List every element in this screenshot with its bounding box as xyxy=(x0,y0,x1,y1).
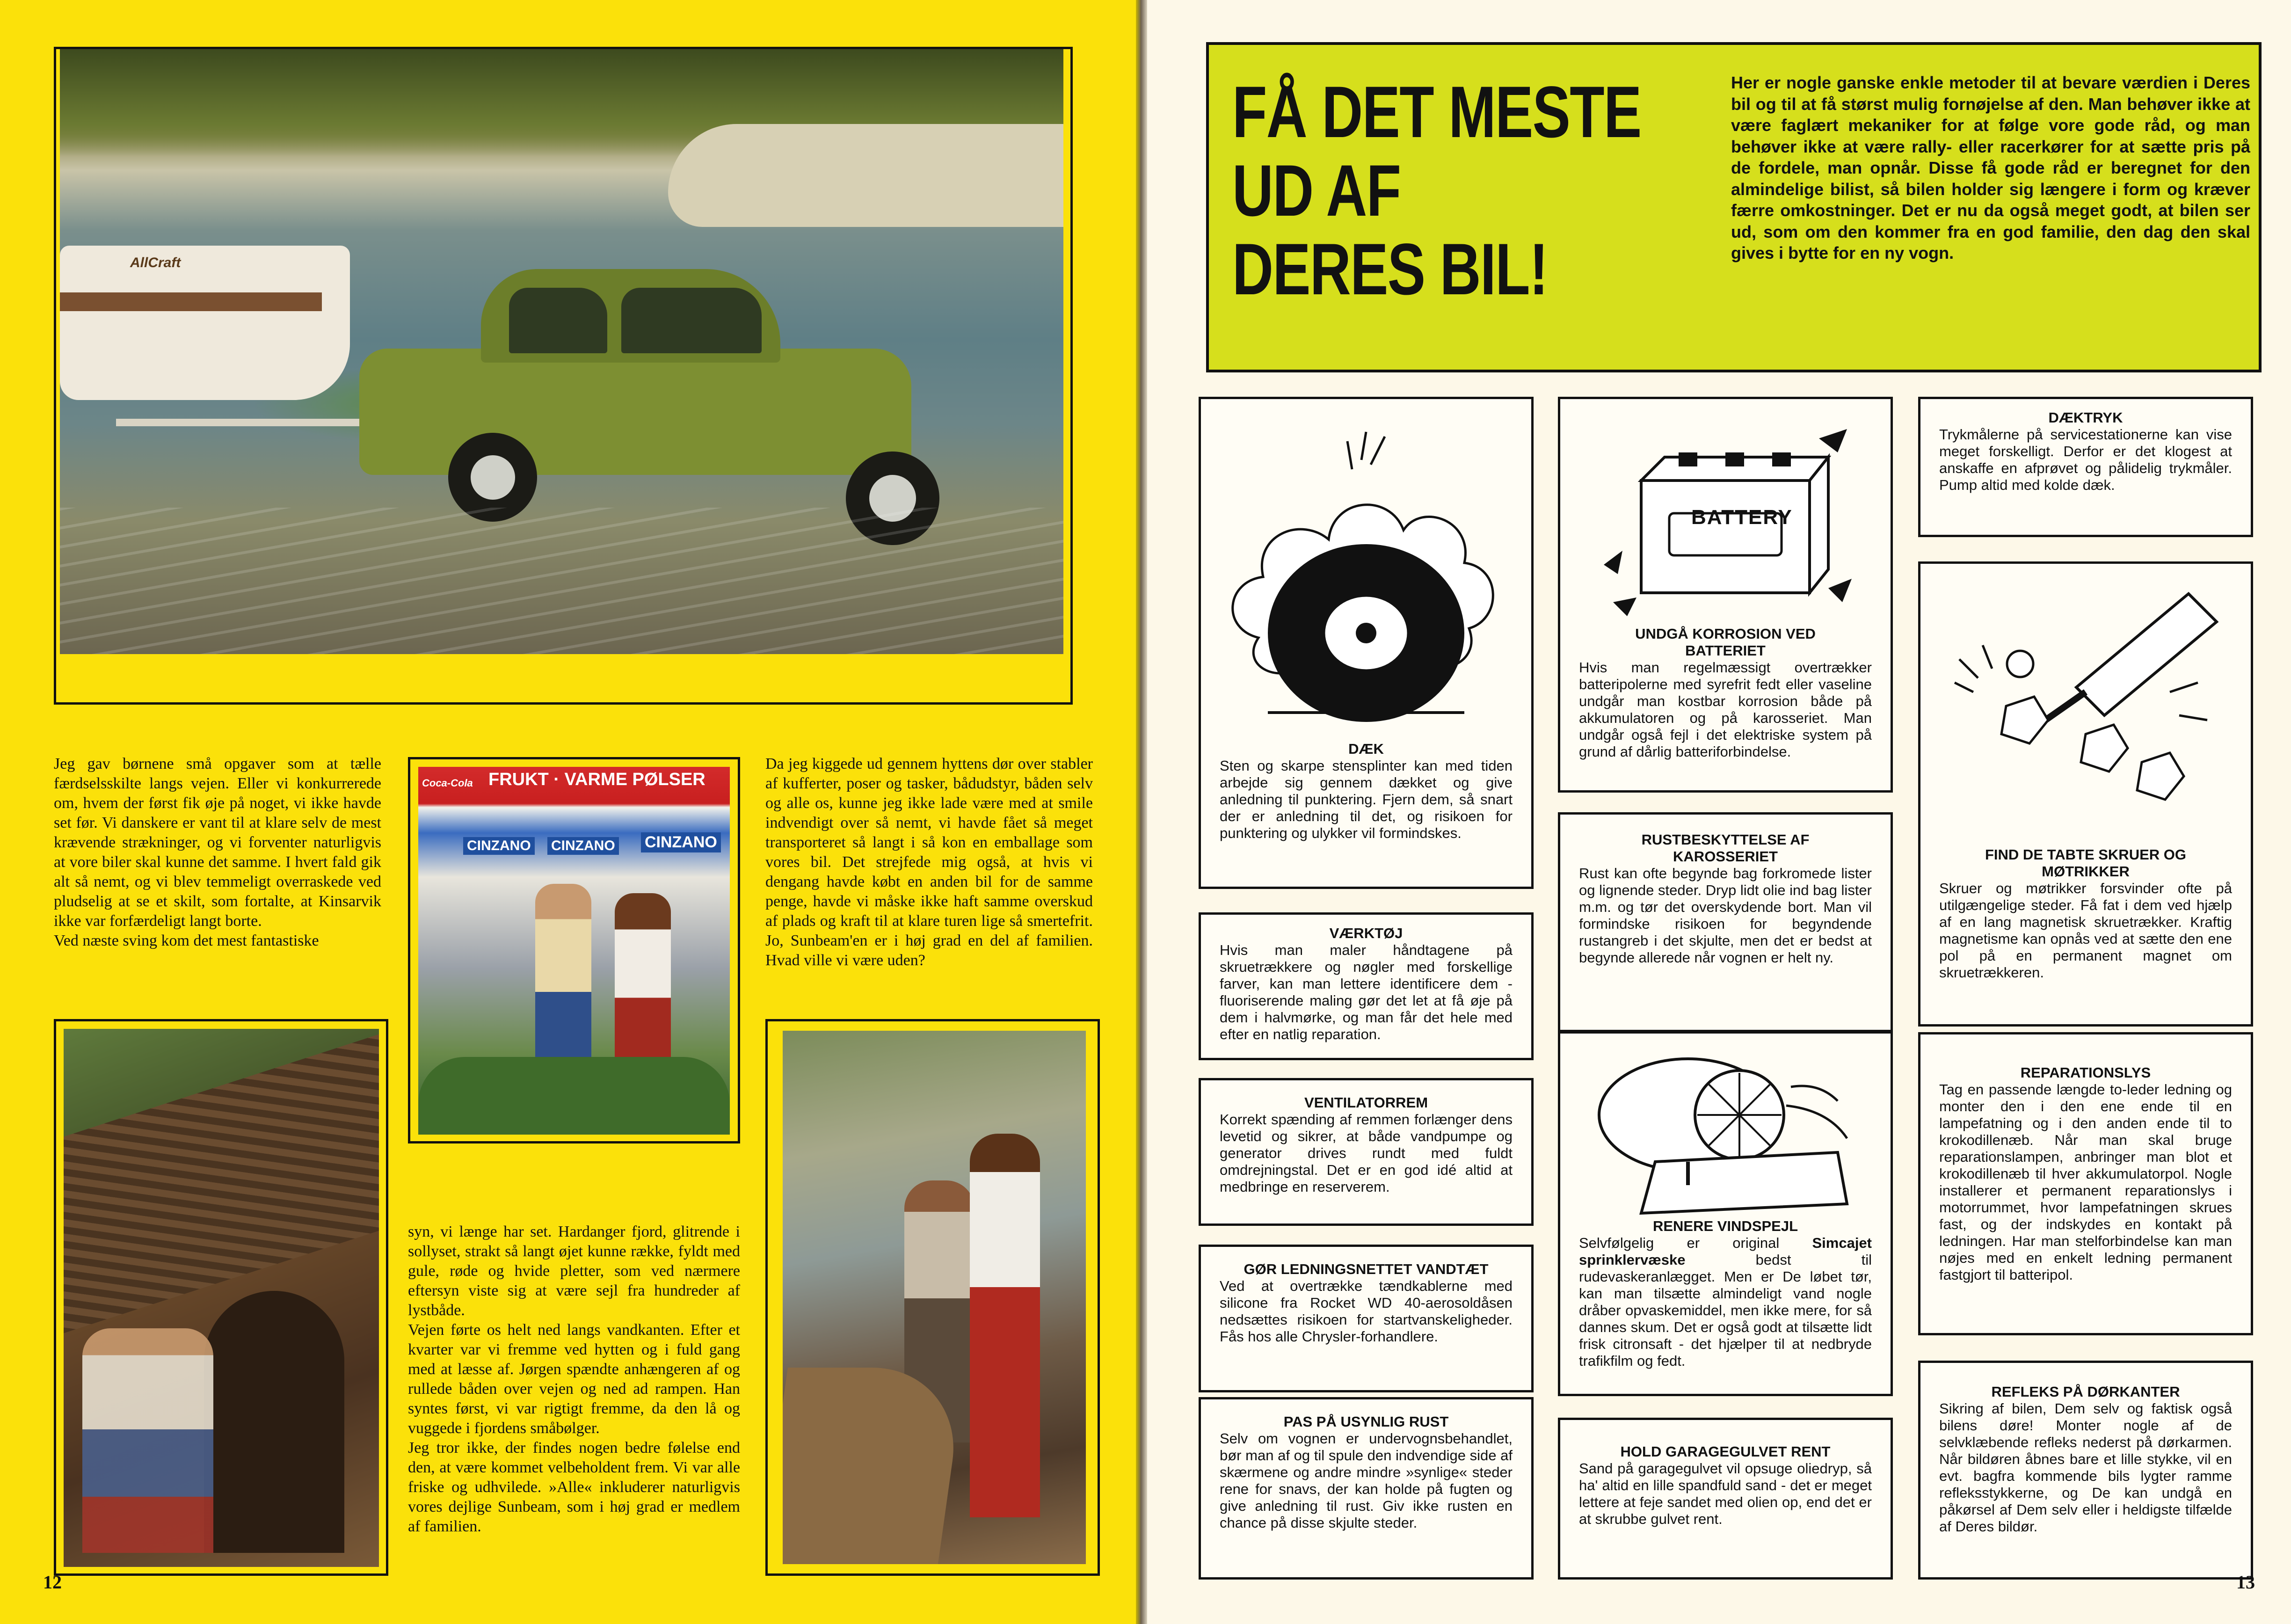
col2-paragraph-1: syn, vi længe har set. Hardanger fjord, glitrende i sollyset, strakt så langt øjet kunne række, fyldt med gule, røde og hvide pletter, som ved nærmere eftersyn viste sig at være sejl fra hundreder af lystbåde. xyxy=(408,1223,740,1319)
tip-daektryk xyxy=(1918,397,2253,537)
headline xyxy=(1232,72,1641,310)
battery-label: BATTERY xyxy=(1691,506,1793,529)
tip-batteri-body: Hvis man regelmæssigt overtrækker batteripolerne med syrefrit fedt eller vaseline undgår man kostbar korrosion både på akkumulatoren og på karosseriet. Man undgår også fejl i det elektriske system på grund af dårlig batteriforbindelse. xyxy=(1579,659,1872,760)
tip-vindspejl-body-bold: Simcajet sprinklervæske xyxy=(1579,1235,1872,1268)
cinzano-sign-3: CINZANO xyxy=(641,832,721,852)
col2-paragraph-2: Vejen førte os helt ned langs vandkanten. Efter et kvarter var vi fremme ved hytten og i fuld gang med at læsse af. Jørgen spændte anhængeren af og rullede båden over vejen og ned ad rampen. Han syntes først, vi var rigtigt fremme, da den lå og vuggede i fjordens småbølger. xyxy=(408,1321,740,1437)
tip-vindspejl xyxy=(1558,1031,1893,1396)
col3-paragraph-1: Da jeg kiggede ud gennem hyttens dør over stabler af kufferter, poser og tasker, bådudstyr, båden selv og alle os, kunne jeg ikke lade være med at smile indvendigt over så nemt, vi havde fået så meget transporteret så langt i så kon en emballage som vores bil. Det strejfede mig også, at hvis vi dengang havde købt en anden bil for de samme penge, havde vi måske ikke haft samme overskud af plads og kraft til at klare turen lige så smertefrit. Jo, Sunbeam'en er i høj grad en del af familien. Hvad ville vi være uden? xyxy=(765,755,1093,969)
tip-daek-title: DÆK xyxy=(1348,741,1384,757)
col1-paragraph-2: Ved næste sving kom det mest fantastiske xyxy=(54,932,319,949)
tip-daek-body: Sten og skarpe stensplinter kan med tiden arbejde sig gennem dækket og give anledning til punktering. Fjern dem, så snart der er anledning til det, og risikoen for punktering og ulykker vil formindskes. xyxy=(1220,757,1513,841)
tip-rustbeskyttelse xyxy=(1558,812,1893,1032)
tip-garagegulv-body: Sand på garagegulvet vil opsuge oliedryp, så ha' altid en lille spandfuld sand - det er meget lettere at feje sandet med olien op, end det er at skrubbe gulvet rent. xyxy=(1579,1460,1872,1527)
intro-paragraph: Her er nogle ganske enkle metoder til at bevare værdien i Deres bil og til at få størst mulig fornøjelse af den. Man behøver ikke at være faglært mekaniker for at følge vore gode råd, og man behøver ikke at være rally- eller racerkører for at sætte pris på de fordele, man opnår. Disse få gode råd er beregnet for den almindelige bilist, så bilen holder sig længere i form og kræver færre omkostninger. Det er nu da også meget godt, at bilen ser ud, som om den kommer fra en god familie, den dag den skal gives i bytte for en ny vogn. xyxy=(1731,73,2250,262)
tip-reparationslys-title: REPARATIONSLYS xyxy=(2020,1064,2151,1081)
tip-garagegulv xyxy=(1558,1418,1893,1580)
tip-batteri-title: UNDGÅ KORROSION VED BATTERIET xyxy=(1635,626,1816,659)
green-car-body xyxy=(359,349,911,475)
river-photo xyxy=(60,49,1063,654)
screwdriver-screws-illustration xyxy=(1945,575,2226,846)
tip-vaerktoej xyxy=(1199,912,1534,1060)
tip-vaerktoej-title: VÆRKTØJ xyxy=(1329,925,1403,941)
col1-paragraph-1: Jeg gav børnene små opgaver som at tælle færdselsskilte langs vejen. Eller vi konkurrerede om, hvem der først fik øje på noget, vi ikke havde set før. Vi danskere er vant til at klare selv de mest krævende strækninger, og vi forventer naturligvis at vore biler skal kunne det samme. I hvert fald gik alt så nemt, og vi blev temmeligt overraskede ved pludselig at se et skilt, som fortalte, at Kinsarvik ikke var forfærdeligt langt borte. xyxy=(54,755,381,930)
tip-vindspejl-body xyxy=(1579,1235,1872,1369)
person-man xyxy=(535,884,591,1080)
tip-rustbeskyttelse-body: Rust kan ofte begynde bag forkromede lister og lignende steder. Dryp lidt olie ind bag lister m.m. og tør det overskydende bort. Man vil formindske risikoen for begyndende rustangreb i det skjulte, men det er bedst at begynde allerede når vognen er helt ny. xyxy=(1579,865,1872,966)
headline-line-1: FÅ DET MESTE xyxy=(1232,72,1641,153)
dock-woman xyxy=(970,1134,1040,1517)
page-number-right: 13 xyxy=(2236,1572,2255,1593)
kiosk-sign-top: FRUKT · VARME PØLSER xyxy=(488,770,705,789)
tip-ventilatorrem-body: Korrekt spænding af remmen forlænger dens levetid og sikrer, at både vandpumpe og generator drives rundt med fuldt omdrejningstal. Det er en god idé altid at medbringe en reserverem. xyxy=(1220,1111,1513,1195)
tip-skruer-title: FIND DE TABTE SKRUER OG MØTRIKKER xyxy=(1985,846,2186,880)
coca-cola-sign: Coca-Cola xyxy=(422,777,473,789)
church-photo xyxy=(64,1029,379,1567)
tip-ventilatorrem xyxy=(1199,1078,1534,1226)
tip-vaerktoej-body: Hvis man maler håndtagene på skruetrækkere og nøgler med forskellige farver, kan man lettere identificere dem - fluoriserende maling gør det let at få øje på dem i halvmørke, og man får det hele med efter en natlig reparation. xyxy=(1220,942,1513,1042)
kiosk-photo-frame xyxy=(408,757,740,1143)
tip-ventilatorrem-title: VENTILATORREM xyxy=(1304,1094,1428,1111)
tip-vindspejl-body-post: bedst til rudevaskeranlægget. Men er De løbet tør, kan man tilsætte almindeligt vand nogle dråber opvaskemiddel, men ikke mere, for så dannes skum. Det er også godt at tilsætte lidt frisk citronsaft - det hjælper til at nedbryde trafikfilm og fedt. xyxy=(1579,1252,1872,1369)
flat-tire-illustration xyxy=(1221,413,1511,741)
tip-rustbeskyttelse-title: RUSTBESKYTTELSE AF KAROSSERIET xyxy=(1641,831,1810,865)
tip-vindspejl-body-pre: Selvfølgelig er original xyxy=(1579,1235,1812,1251)
church-doorway xyxy=(204,1291,344,1553)
left-page xyxy=(0,0,1136,1624)
headline-line-3: DERES BIL! xyxy=(1232,229,1548,310)
dock-photo xyxy=(783,1031,1086,1564)
tip-refleks-title: REFLEKS PÅ DØRKANTER xyxy=(1991,1384,2180,1400)
family-group xyxy=(82,1328,213,1553)
text-column-2 xyxy=(408,1222,740,1537)
cinzano-sign-2: CINZANO xyxy=(547,837,619,855)
tip-ledningsnet-title: GØR LEDNINGSNETTET VANDTÆT xyxy=(1244,1261,1489,1277)
tip-skruer xyxy=(1918,561,2253,1027)
tip-daek xyxy=(1199,397,1534,889)
dock-photo-frame xyxy=(765,1019,1100,1576)
tip-usynlig-rust xyxy=(1199,1397,1534,1580)
tip-garagegulv-title: HOLD GARAGEGULVET RENT xyxy=(1620,1443,1831,1460)
green-car-roof xyxy=(418,1057,730,1135)
car-window-rear xyxy=(509,288,607,353)
text-column-1 xyxy=(54,754,381,951)
tip-skruer-body: Skruer og møtrikker forsvinder ofte på utilgængelige steder. Få fat i dem ved hjælp af en lang magnetisk skruetrækker. Kraftig magnetisme kan opnås ved at sætte den ene pol på en permanent magnet om skruetrækkeren. xyxy=(1939,880,2232,981)
kiosk-photo xyxy=(418,767,730,1135)
tip-refleks-body: Sikring af bilen, Dem selv og faktisk også bilens døre! Monter nogle af de selvklæbende refleks nederst på dørkarmen. Når bildøren åbnes bare et lille stykke, vil en evt. bagfra kommende bils lygter ramme refleksstykkerne, og De kan undgå en påkørsel af Dem selv eller i heldigste tilfælde af Deres bildør. xyxy=(1939,1400,2232,1535)
boat-hull xyxy=(60,246,350,400)
river-photo-frame xyxy=(54,47,1073,705)
gravel-bank xyxy=(668,124,1063,227)
tip-batteri xyxy=(1558,397,1893,793)
tip-refleks xyxy=(1918,1361,2253,1580)
church-photo-frame xyxy=(54,1019,388,1576)
text-column-3 xyxy=(765,754,1093,970)
page-number-left: 12 xyxy=(43,1572,62,1593)
cinzano-sign-1: CINZANO xyxy=(463,837,535,855)
church-roof xyxy=(64,1029,379,1339)
tip-vindspejl-title: RENERE VINDSPEJL xyxy=(1652,1218,1798,1234)
boat-brand-label: AllCraft xyxy=(130,255,181,270)
lemon-windshield-illustration xyxy=(1585,1045,1866,1218)
water-ripples xyxy=(60,508,1063,654)
headline-line-2: UD AF xyxy=(1232,150,1401,232)
boat-stripe xyxy=(60,292,322,311)
tip-daektryk-title: DÆKTRYK xyxy=(2048,409,2123,426)
tip-daektryk-body: Trykmålerne på servicestationerne kan vise meget forskelligt. Derfor er det klogest at anskaffe en afprøvet og pålidelig trykmåler. Pump altid med kolde dæk. xyxy=(1939,426,2232,493)
tip-reparationslys xyxy=(1918,1032,2253,1335)
tip-usynlig-rust-body: Selv om vognen er undervognsbehandlet, bør man af og til spule den indvendige side af skærmene og andre mindre »synlige« steder rene for snavs, der kan holde på fugten og give anledning til rust. Giv ikke rusten en chance på disse skjulte steder. xyxy=(1220,1430,1513,1531)
car-window-front xyxy=(621,288,762,353)
col2-paragraph-3: Jeg tror ikke, der findes nogen bedre følelse end den, at være kommet velbeholdent frem. Vi var alle friske og udhvilede. »Alle« inkluderer naturligvis vores dejlige Sunbeam, som i høj grad er medlem af familien. xyxy=(408,1439,740,1535)
tip-usynlig-rust-title: PAS PÅ USYNLIG RUST xyxy=(1283,1413,1449,1430)
tip-ledningsnet xyxy=(1199,1245,1534,1392)
tip-ledningsnet-body: Ved at overtrække tændkablerne med silicone fra Rocket WD 40-aerosoldåsen nedsættes risikoen for startvanskeligheder. Fås hos alle Chrysler-forhandlere. xyxy=(1220,1278,1513,1345)
center-gutter xyxy=(1136,0,1147,1624)
tip-reparationslys-body: Tag en passende længde to-leder ledning og monter den i den ene ende til en lampefatning og i den anden ende til to krokodillenæb. Når man skal bruge reparationslampen, anbringer man blot et krokodillenæb til hver akkumulatorpol. Nogle installerer et permanent reparationslys i motorrummet, hvor lampefatningen skrues fast, og der indskydes en kontakt på ledningen. Har man stelforbindelse kan man nøjes med en enkelt ledning permanent fastgjort til batteripol. xyxy=(1939,1081,2232,1283)
header-box xyxy=(1206,42,2262,372)
